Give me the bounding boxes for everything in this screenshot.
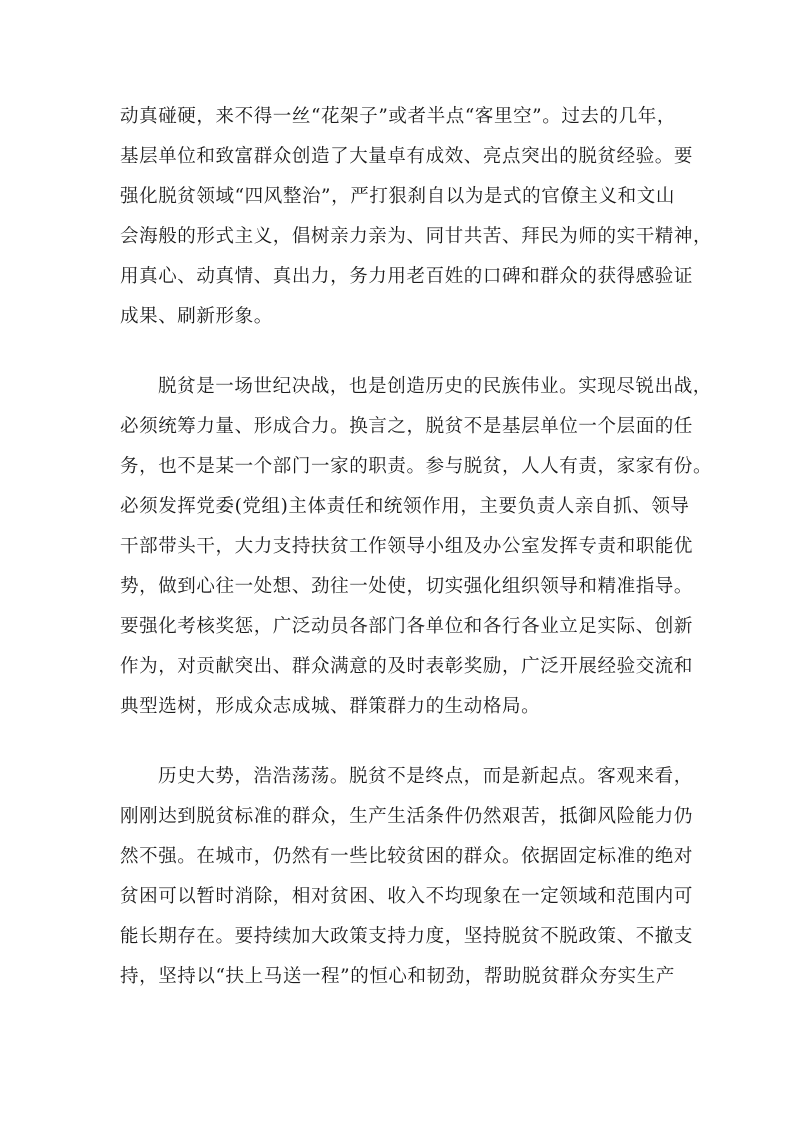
text-line: 必须统筹力量、形成合力。换言之，脱贫不是基层单位一个层面的任 <box>120 416 694 437</box>
text-line: 典型选树，形成众志成城、群策群力的生动格局。 <box>120 696 541 717</box>
text-line: 持，坚持以“扶上马送一程”的恒心和韧劲，帮助脱贫群众夯实生产 <box>120 966 675 987</box>
text-line: 作为，对贡献突出、群众满意的及时表彰奖励，广泛开展经验交流和 <box>120 656 694 677</box>
text-line: 势，做到心往一处想、劲往一处使，切实强化组织领导和精准指导。 <box>120 576 694 597</box>
text-line: 动真碰硬，来不得一丝“花架子”或者半点“客里空”。过去的几年， <box>120 106 676 127</box>
text-line: 刚刚达到脱贫标准的群众，生产生活条件仍然艰苦，抵御风险能力仍 <box>120 806 694 827</box>
text-line: 成果、刷新形象。 <box>120 306 273 327</box>
text-line: 脱贫是一场世纪决战，也是创造历史的民族伟业。实现尽锐出战， <box>158 376 712 397</box>
text-line: 会海般的形式主义，倡树亲力亲为、同甘共苦、拜民为师的实干精神， <box>120 226 713 247</box>
text-line: 用真心、动真情、真出力，务力用老百姓的口碑和群众的获得感验证 <box>120 266 694 287</box>
text-line: 能长期存在。要持续加大政策支持力度，坚持脱贫不脱政策、不撤支 <box>120 926 694 947</box>
text-line: 干部带头干，大力支持扶贫工作领导小组及办公室发挥专责和职能优 <box>120 536 694 557</box>
text-line: 务，也不是某一个部门一家的职责。参与脱贫，人人有责，家家有份。 <box>120 456 713 477</box>
text-line: 基层单位和致富群众创造了大量卓有成效、亮点突出的脱贫经验。要 <box>120 146 694 167</box>
text-line: 必须发挥党委(党组)主体责任和统领作用，主要负责人亲自抓、领导 <box>120 496 690 517</box>
text-line: 贫困可以暂时消除，相对贫困、收入不均现象在一定领域和范围内可 <box>120 886 694 907</box>
text-line: 要强化考核奖惩，广泛动员各部门各单位和各行各业立足实际、创新 <box>120 616 694 637</box>
text-line: 然不强。在城市，仍然有一些比较贫困的群众。依据固定标准的绝对 <box>120 846 694 867</box>
text-line: 历史大势，浩浩荡荡。脱贫不是终点，而是新起点。客观来看， <box>158 766 693 787</box>
text-line: 强化脱贫领域“四风整治”，严打狠刹自以为是式的官僚主义和文山 <box>120 186 675 207</box>
